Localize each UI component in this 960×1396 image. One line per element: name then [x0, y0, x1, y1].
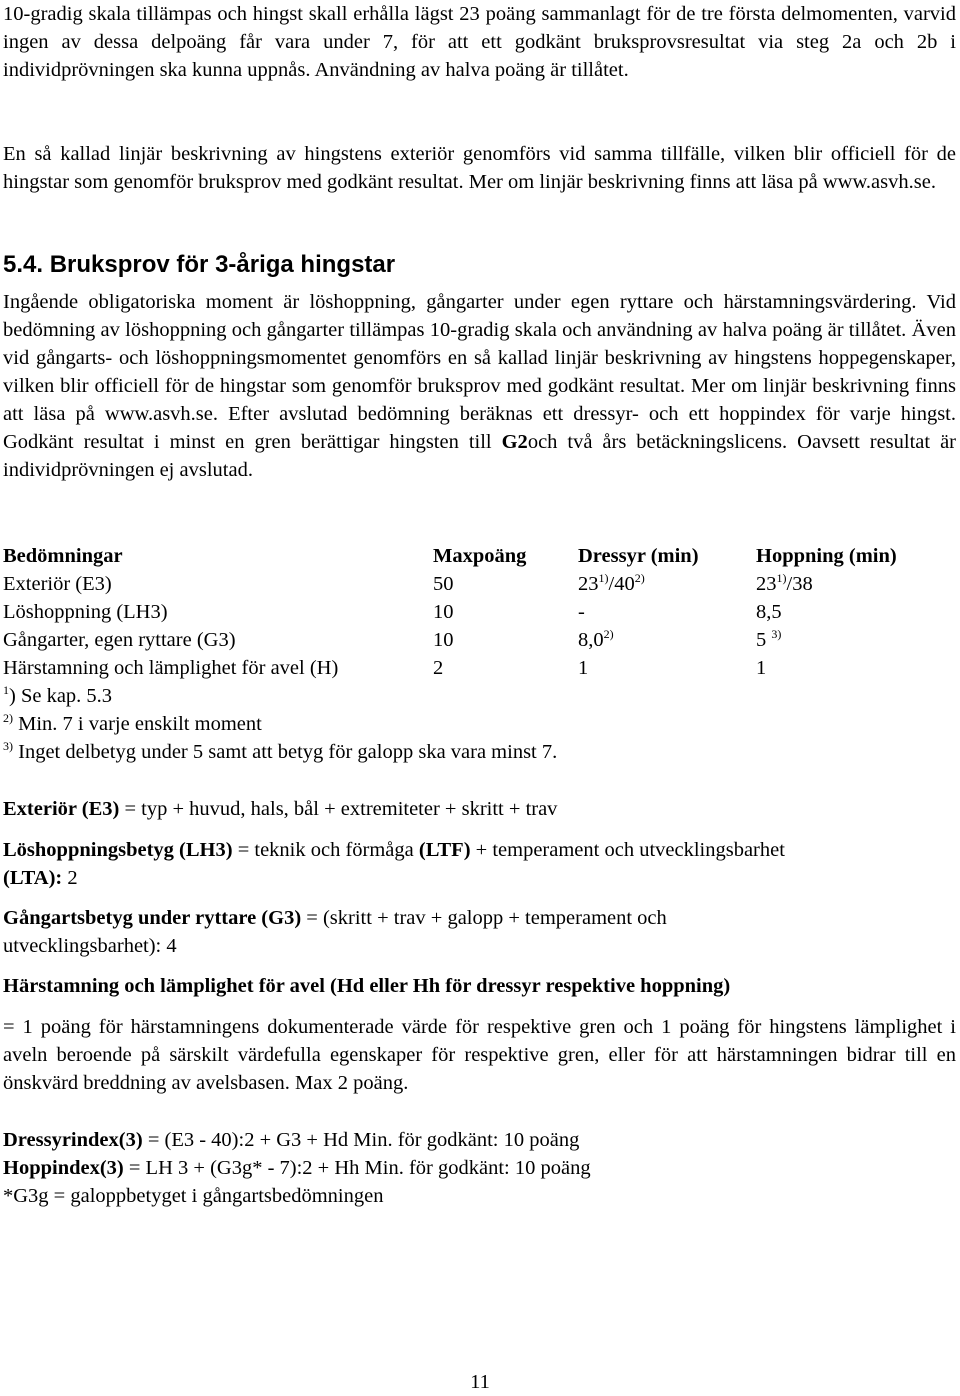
- section-paragraph-part1: Ingående obligatoriska moment är löshoppning, gångarter under egen ryttare och härstamningsvärdering. Vid bedömning av löshoppning och gångarter tillämpas 10-gradig skala och användning av halva poäng är tillåtet. Även vid gångarts- och löshoppningsmomentet genomförs en så kallad linjär beskrivning av hingstens hoppegenskaper, vilken blir officiell för de hingstar som genomför bruksprov med godkänt resultat. Mer om linjär beskrivning finns att läsa på www.asvh.se. Efter avslutad bedömning beräknas ett dressyr- och ett hoppindex för varje hingst. Godkänt resultat i minst en gren berättigar hingsten till: [3, 291, 956, 453]
- table-header-hoppning: Hoppning (min): [756, 545, 897, 567]
- g-formula-line1: Gångartsbetyg under ryttare (G3) = (skritt + trav + galopp + temperament och: [3, 907, 667, 929]
- row-name: Exteriör (E3): [3, 573, 112, 595]
- row-name: Löshoppning (LH3): [3, 601, 168, 623]
- row-name: Gångarter, egen ryttare (G3): [3, 629, 236, 651]
- g2-bold: G2: [501, 431, 528, 453]
- h-formula-text: = 1 poäng för härstamningens dokumenterade värde för respektive gren och 1 poäng för hingstens lämplighet i aveln beroende på särskilt värdefulla egenskaper för respektive gren, eller för att härstamningen bidrar till en önskvärd breddning av avelsbasen. Max 2 poäng.: [3, 1016, 956, 1094]
- row-hoppning: 1: [756, 657, 767, 679]
- footnote-3: $^{3)}$ Inget delbetyg under 5 samt att betyg för galopp ska vara minst 7.: [3, 739, 558, 763]
- table-header-dressyr: Dressyr (min): [578, 545, 699, 567]
- footnote-2: $^{2)}$ Min. 7 i varje enskilt moment: [3, 711, 262, 735]
- row-hoppning: 5 $^{3)}$: [756, 627, 782, 651]
- row-dressyr: -: [578, 601, 585, 623]
- row-hoppning: 8,5: [756, 601, 782, 623]
- section-heading: 5.4. Bruksprov för 3-åriga hingstar: [3, 251, 396, 278]
- row-max: 10: [433, 629, 454, 651]
- row-max: 10: [433, 601, 454, 623]
- h-formula-heading: Härstamning och lämplighet för avel (Hd eller Hh för dressyr respektive hoppning): [3, 975, 731, 997]
- g-formula-line2: utvecklingsbarhet): 4: [3, 935, 177, 957]
- table-header-maxpoang: Maxpoäng: [433, 545, 527, 567]
- row-dressyr: 1: [578, 657, 589, 679]
- table-row: [3, 598, 956, 626]
- row-name: Härstamning och lämplighet för avel (H): [3, 657, 339, 679]
- row-max: 2: [433, 657, 444, 679]
- row-dressyr: 23$^{1)}$/40$^{2)}$: [578, 571, 645, 595]
- row-dressyr: 8,0$^{2)}$: [578, 627, 614, 651]
- row-hoppning: 23$^{1)}$/38: [756, 571, 813, 595]
- table-row: [3, 570, 956, 598]
- lh-formula-line1: Löshoppningsbetyg (LH3) = teknik och förmåga (LTF) + temperament och utvecklingsbarhet: [3, 839, 785, 861]
- exterior-formula: Exteriör (E3) = typ + huvud, hals, bål + extremiteter + skritt + trav: [3, 798, 558, 820]
- table-row: [3, 626, 956, 654]
- table-header-bedomningar: Bedömningar: [3, 545, 123, 567]
- row-max: 50: [433, 573, 454, 595]
- hopp-index: Hoppindex(3) = LH 3 + (G3g* - 7):2 + Hh Min. för godkänt: 10 poäng: [3, 1157, 591, 1179]
- intro-paragraph: 10-gradig skala tillämpas och hingst skall erhålla lägst 23 poäng sammanlagt för de tre första delmomenten, varvid ingen av dessa delpoäng får vara under 7, för att ett godkänt bruksprovsresultat via steg 2a och 2b i individprövningen ska kunna uppnås. Användning av halva poäng är tillåtet.: [3, 3, 956, 81]
- lh-formula-line2: (LTA): 2: [3, 867, 78, 889]
- linear-description-paragraph: En så kallad linjär beskrivning av hingstens exteriör genomförs vid samma tillfälle, vilken blir officiell för de hingstar som genomför bruksprov med godkänt resultat. Mer om linjär beskrivning finns att läsa på www.asvh.se.: [3, 143, 956, 193]
- page-number: 11: [470, 1371, 490, 1393]
- table-row: [3, 654, 956, 682]
- dressyr-index: Dressyrindex(3) = (E3 - 40):2 + G3 + Hd Min. för godkänt: 10 poäng: [3, 1129, 580, 1151]
- table-header-row: [3, 542, 956, 570]
- section-paragraph-part2: och två års betäckningslicens. Oavsett resultat är individprövningen ej avslutad.: [3, 431, 956, 481]
- section-paragraph: [3, 288, 956, 484]
- footnote-1: $^1$) Se kap. 5.3: [3, 683, 113, 707]
- g3g-note: *G3g = galoppbetyget i gångartsbedömningen: [3, 1185, 384, 1207]
